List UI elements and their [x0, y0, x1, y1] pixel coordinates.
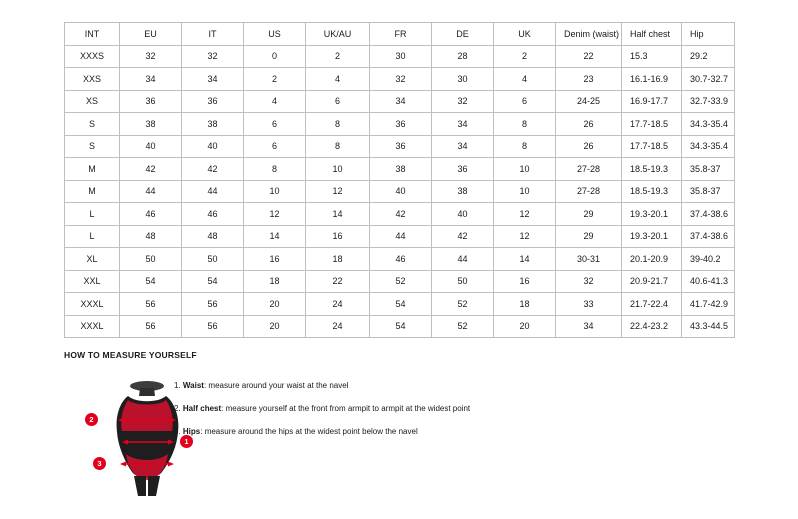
cell-int: XXXS [65, 45, 120, 68]
cell-half-chest: 20.1-20.9 [622, 248, 682, 271]
cell-fr: 38 [370, 158, 432, 181]
cell-it: 50 [182, 248, 244, 271]
column-header-uk: UK [494, 23, 556, 46]
measure-step-2 [174, 403, 714, 415]
table-row [65, 293, 735, 316]
cell-uk-au: 24 [306, 315, 370, 338]
cell-it: 46 [182, 203, 244, 226]
cell-de: 36 [432, 158, 494, 181]
cell-denim-waist: 26 [556, 135, 622, 158]
cell-eu: 56 [120, 293, 182, 316]
cell-half-chest: 18.5-19.3 [622, 158, 682, 181]
cell-uk: 18 [494, 293, 556, 316]
cell-de: 52 [432, 293, 494, 316]
cell-us: 12 [244, 203, 306, 226]
cell-denim-waist: 32 [556, 270, 622, 293]
cell-eu: 46 [120, 203, 182, 226]
cell-eu: 42 [120, 158, 182, 181]
table-row [65, 270, 735, 293]
measure-step-2-term: Half chest [182, 404, 222, 413]
cell-hip: 35.8-37 [682, 180, 735, 203]
cell-int: XL [65, 248, 120, 271]
cell-de: 28 [432, 45, 494, 68]
cell-half-chest: 17.7-18.5 [622, 135, 682, 158]
cell-uk: 6 [494, 90, 556, 113]
table-body [65, 45, 735, 338]
table-header [65, 23, 735, 46]
cell-half-chest: 21.7-22.4 [622, 293, 682, 316]
cell-half-chest: 15.3 [622, 45, 682, 68]
cell-eu: 38 [120, 113, 182, 136]
cell-hip: 34.3-35.4 [682, 135, 735, 158]
cell-uk-au: 16 [306, 225, 370, 248]
cell-fr: 40 [370, 180, 432, 203]
cell-uk-au: 6 [306, 90, 370, 113]
measure-step-1-number: 1. [174, 381, 181, 390]
cell-fr: 54 [370, 315, 432, 338]
cell-int: XXXL [65, 293, 120, 316]
cell-uk: 12 [494, 203, 556, 226]
size-chart-container [64, 22, 734, 338]
cell-de: 50 [432, 270, 494, 293]
cell-fr: 36 [370, 135, 432, 158]
table-row [65, 113, 735, 136]
table-row [65, 45, 735, 68]
cell-eu: 36 [120, 90, 182, 113]
cell-de: 30 [432, 68, 494, 91]
cell-uk: 12 [494, 225, 556, 248]
cell-denim-waist: 24-25 [556, 90, 622, 113]
cell-us: 14 [244, 225, 306, 248]
cell-half-chest: 18.5-19.3 [622, 180, 682, 203]
cell-de: 52 [432, 315, 494, 338]
measure-step-2-text: : measure yourself at the front from armpit to armpit at the widest point [221, 404, 471, 413]
cell-int: L [65, 225, 120, 248]
cell-uk: 10 [494, 180, 556, 203]
cell-it: 34 [182, 68, 244, 91]
column-header-us: US [244, 23, 306, 46]
cell-int: XXS [65, 68, 120, 91]
cell-uk: 8 [494, 113, 556, 136]
table-row [65, 315, 735, 338]
table-row [65, 248, 735, 271]
cell-uk-au: 8 [306, 135, 370, 158]
table-row [65, 135, 735, 158]
cell-us: 2 [244, 68, 306, 91]
cell-hip: 39-40.2 [682, 248, 735, 271]
table-row [65, 225, 735, 248]
cell-us: 6 [244, 113, 306, 136]
cell-hip: 35.8-37 [682, 158, 735, 181]
cell-int: S [65, 113, 120, 136]
cell-fr: 30 [370, 45, 432, 68]
column-header-int: INT [65, 23, 120, 46]
cell-int: XXL [65, 270, 120, 293]
column-header-denim-waist: Denim (waist) [556, 23, 622, 46]
cell-denim-waist: 29 [556, 203, 622, 226]
measure-step-1 [174, 380, 714, 392]
cell-uk: 2 [494, 45, 556, 68]
cell-eu: 54 [120, 270, 182, 293]
cell-denim-waist: 23 [556, 68, 622, 91]
cell-it: 56 [182, 315, 244, 338]
cell-uk-au: 2 [306, 45, 370, 68]
cell-half-chest: 22.4-23.2 [622, 315, 682, 338]
table-row [65, 68, 735, 91]
cell-de: 44 [432, 248, 494, 271]
column-header-hip: Hip [682, 23, 735, 46]
cell-us: 16 [244, 248, 306, 271]
how-to-measure-title: HOW TO MEASURE YOURSELF [64, 350, 197, 360]
column-header-uk-au: UK/AU [306, 23, 370, 46]
cell-half-chest: 16.9-17.7 [622, 90, 682, 113]
cell-fr: 52 [370, 270, 432, 293]
cell-int: M [65, 158, 120, 181]
cell-hip: 34.3-35.4 [682, 113, 735, 136]
measure-step-3 [174, 426, 714, 438]
cell-uk-au: 12 [306, 180, 370, 203]
cell-uk-au: 24 [306, 293, 370, 316]
measure-marker-3: 3 [93, 457, 106, 470]
cell-de: 34 [432, 135, 494, 158]
cell-hip: 40.6-41.3 [682, 270, 735, 293]
cell-it: 44 [182, 180, 244, 203]
cell-uk: 20 [494, 315, 556, 338]
cell-hip: 30.7-32.7 [682, 68, 735, 91]
cell-de: 34 [432, 113, 494, 136]
cell-fr: 54 [370, 293, 432, 316]
cell-eu: 40 [120, 135, 182, 158]
cell-denim-waist: 34 [556, 315, 622, 338]
cell-half-chest: 19.3-20.1 [622, 203, 682, 226]
cell-eu: 56 [120, 315, 182, 338]
cell-uk-au: 14 [306, 203, 370, 226]
cell-uk-au: 10 [306, 158, 370, 181]
cell-uk-au: 18 [306, 248, 370, 271]
cell-fr: 42 [370, 203, 432, 226]
cell-denim-waist: 27-28 [556, 158, 622, 181]
cell-eu: 32 [120, 45, 182, 68]
cell-half-chest: 19.3-20.1 [622, 225, 682, 248]
table-row [65, 180, 735, 203]
cell-fr: 36 [370, 113, 432, 136]
cell-hip: 29.2 [682, 45, 735, 68]
cell-int: M [65, 180, 120, 203]
cell-uk-au: 8 [306, 113, 370, 136]
measure-marker-2: 2 [85, 413, 98, 426]
table-row [65, 90, 735, 113]
cell-hip: 43.3-44.5 [682, 315, 735, 338]
cell-us: 6 [244, 135, 306, 158]
cell-it: 56 [182, 293, 244, 316]
measure-step-3-number: 3. [174, 427, 181, 436]
measure-step-1-term: Waist [182, 381, 204, 390]
cell-denim-waist: 27-28 [556, 180, 622, 203]
cell-int: S [65, 135, 120, 158]
cell-de: 40 [432, 203, 494, 226]
cell-it: 36 [182, 90, 244, 113]
cell-us: 20 [244, 315, 306, 338]
cell-fr: 32 [370, 68, 432, 91]
cell-half-chest: 17.7-18.5 [622, 113, 682, 136]
cell-half-chest: 20.9-21.7 [622, 270, 682, 293]
cell-denim-waist: 33 [556, 293, 622, 316]
cell-uk: 8 [494, 135, 556, 158]
cell-fr: 46 [370, 248, 432, 271]
cell-us: 0 [244, 45, 306, 68]
table-header-row [65, 23, 735, 46]
measure-steps-list [174, 380, 714, 449]
cell-fr: 44 [370, 225, 432, 248]
cell-it: 32 [182, 45, 244, 68]
table-row [65, 203, 735, 226]
cell-hip: 37.4-38.6 [682, 203, 735, 226]
cell-uk-au: 4 [306, 68, 370, 91]
cell-half-chest: 16.1-16.9 [622, 68, 682, 91]
measure-step-2-number: 2. [174, 404, 181, 413]
cell-denim-waist: 29 [556, 225, 622, 248]
measure-step-1-text: : measure around your waist at the navel [203, 381, 349, 390]
cell-us: 18 [244, 270, 306, 293]
column-header-de: DE [432, 23, 494, 46]
cell-de: 42 [432, 225, 494, 248]
cell-uk-au: 22 [306, 270, 370, 293]
cell-us: 20 [244, 293, 306, 316]
cell-denim-waist: 30-31 [556, 248, 622, 271]
cell-hip: 32.7-33.9 [682, 90, 735, 113]
column-header-fr: FR [370, 23, 432, 46]
cell-uk: 14 [494, 248, 556, 271]
cell-us: 8 [244, 158, 306, 181]
cell-uk: 10 [494, 158, 556, 181]
cell-eu: 48 [120, 225, 182, 248]
cell-fr: 34 [370, 90, 432, 113]
cell-it: 38 [182, 113, 244, 136]
cell-denim-waist: 22 [556, 45, 622, 68]
table-row [65, 158, 735, 181]
cell-us: 10 [244, 180, 306, 203]
cell-eu: 44 [120, 180, 182, 203]
column-header-eu: EU [120, 23, 182, 46]
cell-int: XXXL [65, 315, 120, 338]
cell-de: 38 [432, 180, 494, 203]
cell-uk: 4 [494, 68, 556, 91]
cell-de: 32 [432, 90, 494, 113]
measure-step-3-text: : measure around the hips at the widest point below the navel [200, 427, 418, 436]
measure-marker-1: 1 [180, 435, 193, 448]
cell-uk: 16 [494, 270, 556, 293]
cell-eu: 34 [120, 68, 182, 91]
how-to-measure-section [64, 350, 734, 468]
cell-int: XS [65, 90, 120, 113]
cell-it: 42 [182, 158, 244, 181]
cell-it: 54 [182, 270, 244, 293]
cell-int: L [65, 203, 120, 226]
cell-hip: 37.4-38.6 [682, 225, 735, 248]
cell-it: 40 [182, 135, 244, 158]
cell-denim-waist: 26 [556, 113, 622, 136]
cell-hip: 41.7-42.9 [682, 293, 735, 316]
column-header-it: IT [182, 23, 244, 46]
measure-step-3-term: Hips [182, 427, 201, 436]
column-header-half-chest: Half chest [622, 23, 682, 46]
size-chart-table [64, 22, 735, 338]
cell-it: 48 [182, 225, 244, 248]
cell-us: 4 [244, 90, 306, 113]
cell-eu: 50 [120, 248, 182, 271]
